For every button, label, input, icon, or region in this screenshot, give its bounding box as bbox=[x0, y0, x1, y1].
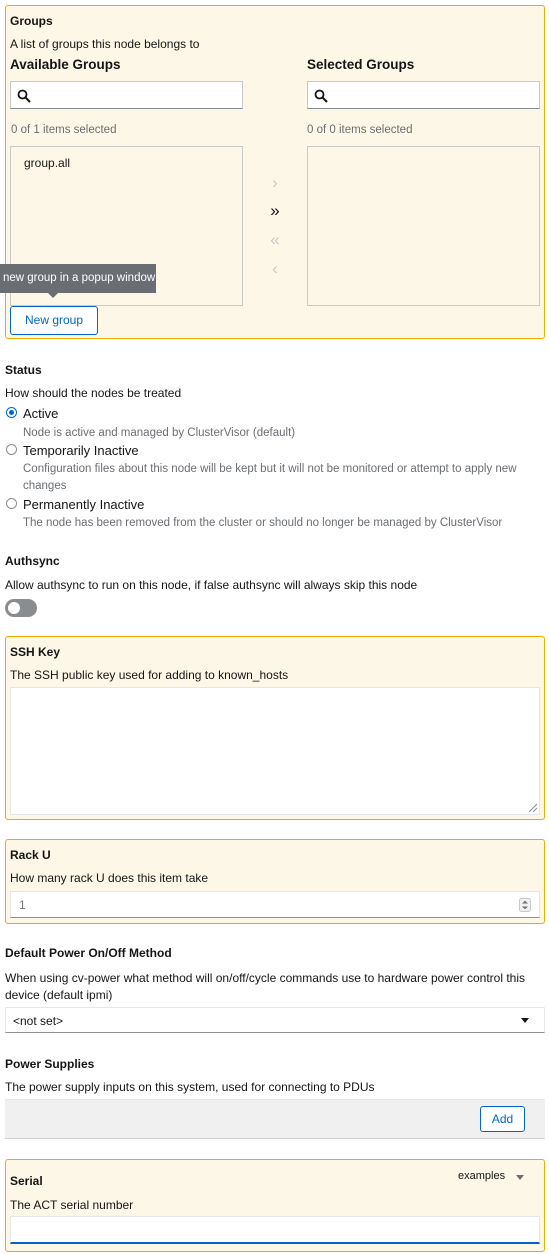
status-title: Status bbox=[5, 363, 42, 377]
selected-groups-search[interactable] bbox=[307, 81, 540, 109]
status-description: How should the nodes be treated bbox=[5, 386, 182, 400]
authsync-toggle[interactable] bbox=[5, 599, 37, 617]
selected-groups-title: Selected Groups bbox=[307, 57, 415, 72]
rack-u-description: How many rack U does this item take bbox=[10, 871, 209, 885]
groups-description: A list of groups this node belongs to bbox=[10, 37, 200, 51]
status-permanently-inactive-desc: The node has been removed from the cluster or should no longer be managed by ClusterVisor bbox=[23, 517, 503, 529]
status-active-radio[interactable] bbox=[6, 407, 17, 418]
available-groups-title: Available Groups bbox=[10, 57, 121, 72]
rack-u-title: Rack U bbox=[10, 848, 51, 862]
serial-title: Serial bbox=[10, 1174, 43, 1188]
power-supplies-box bbox=[5, 1099, 545, 1139]
available-groups-search-input[interactable] bbox=[37, 85, 237, 105]
power-method-description: When using cv-power what method will on/off/cycle commands use to hardware power control this device (default ipmi) bbox=[5, 971, 526, 1002]
available-groups-count: 0 of 1 items selected bbox=[11, 124, 117, 136]
serial-examples-label: examples bbox=[458, 1170, 506, 1182]
ssh-key-description: The SSH public key used for adding to known_hosts bbox=[10, 668, 289, 682]
search-icon bbox=[17, 89, 31, 103]
available-groups-search[interactable] bbox=[10, 81, 243, 109]
add-all-button[interactable]: » bbox=[270, 201, 280, 220]
rack-u-input[interactable] bbox=[10, 891, 540, 918]
authsync-description: Allow authsync to run on this node, if false authsync will always skip this node bbox=[5, 578, 418, 592]
add-power-supply-button[interactable]: Add bbox=[480, 1106, 525, 1132]
power-method-select[interactable] bbox=[5, 1007, 545, 1033]
ssh-key-title: SSH Key bbox=[10, 645, 61, 659]
new-group-tooltip: new group in a popup window bbox=[0, 264, 156, 293]
status-permanently-inactive-radio[interactable] bbox=[6, 498, 17, 509]
power-supplies-description: The power supply inputs on this system, used for connecting to PDUs bbox=[5, 1080, 375, 1094]
toggle-knob bbox=[8, 602, 20, 614]
selected-groups-search-input[interactable] bbox=[334, 85, 534, 105]
rack-u-number-input[interactable] bbox=[17, 896, 507, 914]
power-method-title: Default Power On/Off Method bbox=[5, 946, 172, 960]
remove-all-button[interactable]: « bbox=[270, 230, 280, 249]
chevron-down-icon bbox=[521, 1018, 529, 1023]
spinner-icon[interactable] bbox=[519, 898, 531, 912]
serial-description: The ACT serial number bbox=[10, 1198, 134, 1212]
authsync-title: Authsync bbox=[5, 554, 60, 568]
status-permanently-inactive-label[interactable]: Permanently Inactive bbox=[23, 497, 145, 512]
resize-handle-icon[interactable] bbox=[527, 802, 537, 812]
search-icon bbox=[314, 89, 328, 103]
add-selected-button[interactable]: › bbox=[272, 173, 278, 192]
power-supplies-title: Power Supplies bbox=[5, 1057, 95, 1071]
status-temporarily-inactive-label[interactable]: Temporarily Inactive bbox=[23, 443, 139, 458]
remove-selected-button[interactable]: ‹ bbox=[272, 259, 278, 278]
power-method-value: <not set> bbox=[13, 1014, 64, 1028]
chevron-down-icon bbox=[516, 1175, 524, 1180]
status-temporarily-inactive-desc: Configuration files about this node will be kept but it will not be monitored or attempt to apply new changes bbox=[23, 463, 517, 492]
status-active-desc: Node is active and managed by ClusterVisor (default) bbox=[23, 427, 296, 439]
serial-input[interactable] bbox=[10, 1216, 540, 1244]
status-active-label[interactable]: Active bbox=[23, 406, 59, 421]
list-item[interactable]: group.all bbox=[24, 156, 71, 170]
groups-title: Groups bbox=[10, 14, 53, 28]
selected-groups-list[interactable] bbox=[307, 146, 540, 306]
status-temporarily-inactive-radio[interactable] bbox=[6, 444, 17, 455]
serial-examples-dropdown[interactable] bbox=[452, 1168, 532, 1186]
new-group-button[interactable]: New group bbox=[10, 306, 98, 335]
serial-text-input[interactable] bbox=[17, 1221, 527, 1239]
ssh-key-textarea[interactable] bbox=[10, 687, 540, 815]
selected-groups-count: 0 of 0 items selected bbox=[307, 124, 413, 136]
